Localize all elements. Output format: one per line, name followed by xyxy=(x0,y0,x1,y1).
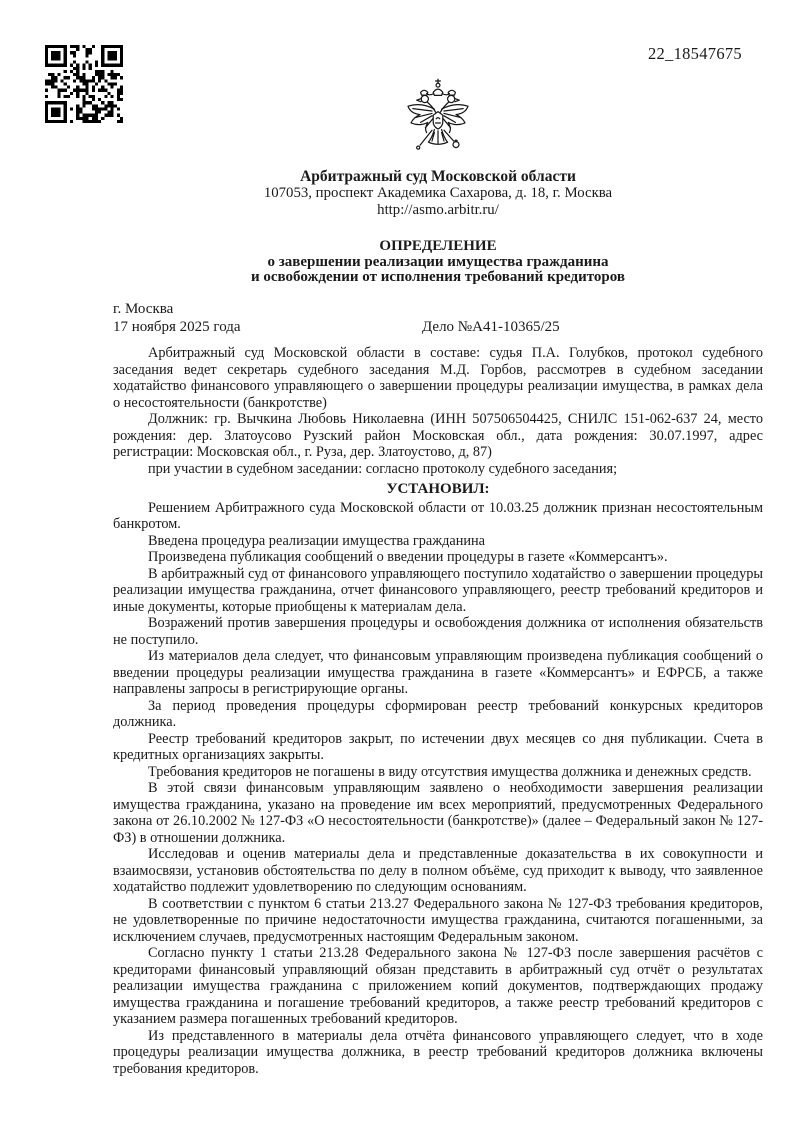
resolution-heading: УСТАНОВИЛ: xyxy=(386,481,490,497)
paragraph: Арбитражный суд Московской области в составе: судья П.А. Голубков, протокол судебного заседания ведет секретарь судебного заседания М.Д. Горбов, рассмотрев в судебном заседании ходатайство финансового управляющего о завершении процедуры реализации имущества, в рамках дела о несостоятельности (банкротстве) xyxy=(113,345,763,411)
coat-of-arms-icon xyxy=(402,76,474,164)
paragraph: Должник: гр. Вычкина Любовь Николаевна (ИНН 507506504425, СНИЛС 151-062-637 24, место рождения: дер. Златоусово Рузский район Московская обл., дата рождения: 30.07.1997, адрес регистрации: Московская обл., г. Руза, дер. Златоустово, д, 87) xyxy=(113,411,763,460)
paragraph: Исследовав и оценив материалы дела и представленные доказательства в их совокупности и взаимосвязи, установив обстоятельства по делу в полном объёме, суд приходит к выводу, что заявленное ходатайство подлежит удовлетворению по следующим основаниям. xyxy=(113,846,763,895)
paragraph: при участии в судебном заседании: согласно протоколу судебного заседания; xyxy=(148,460,618,477)
paragraph: Решением Арбитражного суда Московской области от 10.03.25 должник признан несостоятельным банкротом. xyxy=(113,499,763,532)
paragraph: В арбитражный суд от финансового управляющего поступило ходатайство о завершении процедуры реализации имущества гражданина, отчет финансового управляющего, реестр требований кредиторов и иные документы, которые приобщены к материалам дела. xyxy=(113,565,763,615)
paragraph: Возражений против завершения процедуры и освобождения должника от исполнения обязательств не поступило. xyxy=(113,615,763,648)
court-header xyxy=(113,168,763,218)
paragraph: Из материалов дела следует, что финансовым управляющим произведена публикация сообщений о введении процедуры реализации имущества гражданина в газете «Коммерсантъ» и ЕФРСБ, а также направлены запросы в регистрирующие органы. xyxy=(113,648,763,697)
court-name: Арбитражный суд Московской области xyxy=(300,168,576,185)
paragraph: Введена процедура реализации имущества гражданина xyxy=(148,532,486,549)
title-line-2: о завершении реализации имущества гражданина xyxy=(267,253,609,270)
court-website: http://asmo.arbitr.ru/ xyxy=(377,201,499,218)
title-line-3: и освобождении от исполнения требований кредиторов xyxy=(251,269,625,285)
qr-code-icon xyxy=(45,45,123,123)
paragraph: Требования кредиторов не погашены в виду отсутствия имущества должника и денежных средств. xyxy=(148,763,752,780)
document-number: 22_18547675 xyxy=(647,44,742,63)
document-title xyxy=(113,239,763,286)
paragraph: За период проведения процедуры сформирован реестр требований конкурсных кредиторов должника. xyxy=(113,697,763,730)
paragraph: Реестр требований кредиторов закрыт, по истечении двух месяцев со дня публикации. Счета в кредитных организациях закрыты. xyxy=(113,730,763,763)
paragraph: Согласно пункту 1 статьи 213.28 Федерального закона № 127-ФЗ после завершения расчётов с кредиторами финансовый управляющий обязан представить в арбитражный суд отчёт о результатах реализации имущества гражданина с приложением копий документов, подтверждающих продажу имущества гражданина и погашение требований кредиторов, а также реестр требований кредиторов с указанием размера погашенных требований кредиторов. xyxy=(113,945,763,1027)
court-address: 107053, проспект Академика Сахарова, д. 18, г. Москва xyxy=(263,185,613,201)
paragraph: В этой связи финансовым управляющим заявлено о необходимости завершения реализации имущества гражданина, указано на проведение им всех мероприятий, предусмотренных Федерального закона от 26.10.2002 № 127-ФЗ «О несостоятельности (банкротстве)» (далее – Федеральный закон № 127-ФЗ) в отношении должника. xyxy=(113,780,763,846)
city-label: г. Москва xyxy=(113,301,174,317)
document-body xyxy=(113,345,763,1077)
case-number: Дело №А41-10365/25 xyxy=(422,318,560,335)
title-line-1: ОПРЕДЕЛЕНИЕ xyxy=(379,238,497,254)
paragraph: Из представленного в материалы дела отчёта финансового управляющего следует, что в ходе процедуры реализации имущества должника, в реестр требований кредиторов должника включены требования кредиторов. xyxy=(113,1027,763,1077)
body-paragraphs xyxy=(113,500,763,1078)
intro-paragraphs xyxy=(113,345,763,477)
paragraph: В соответствии с пунктом 6 статьи 213.27 Федерального закона № 127-ФЗ требования кредиторов, не удовлетворенные по причине недостаточности имущества гражданина, считаются погашенными, за исключением случаев, предусмотренных настоящим Федеральным законом. xyxy=(113,895,763,945)
date-label: 17 ноября 2025 года xyxy=(113,318,241,335)
case-meta xyxy=(113,301,763,336)
paragraph: Произведена публикация сообщений о введении процедуры в газете «Коммерсантъ». xyxy=(148,549,668,565)
